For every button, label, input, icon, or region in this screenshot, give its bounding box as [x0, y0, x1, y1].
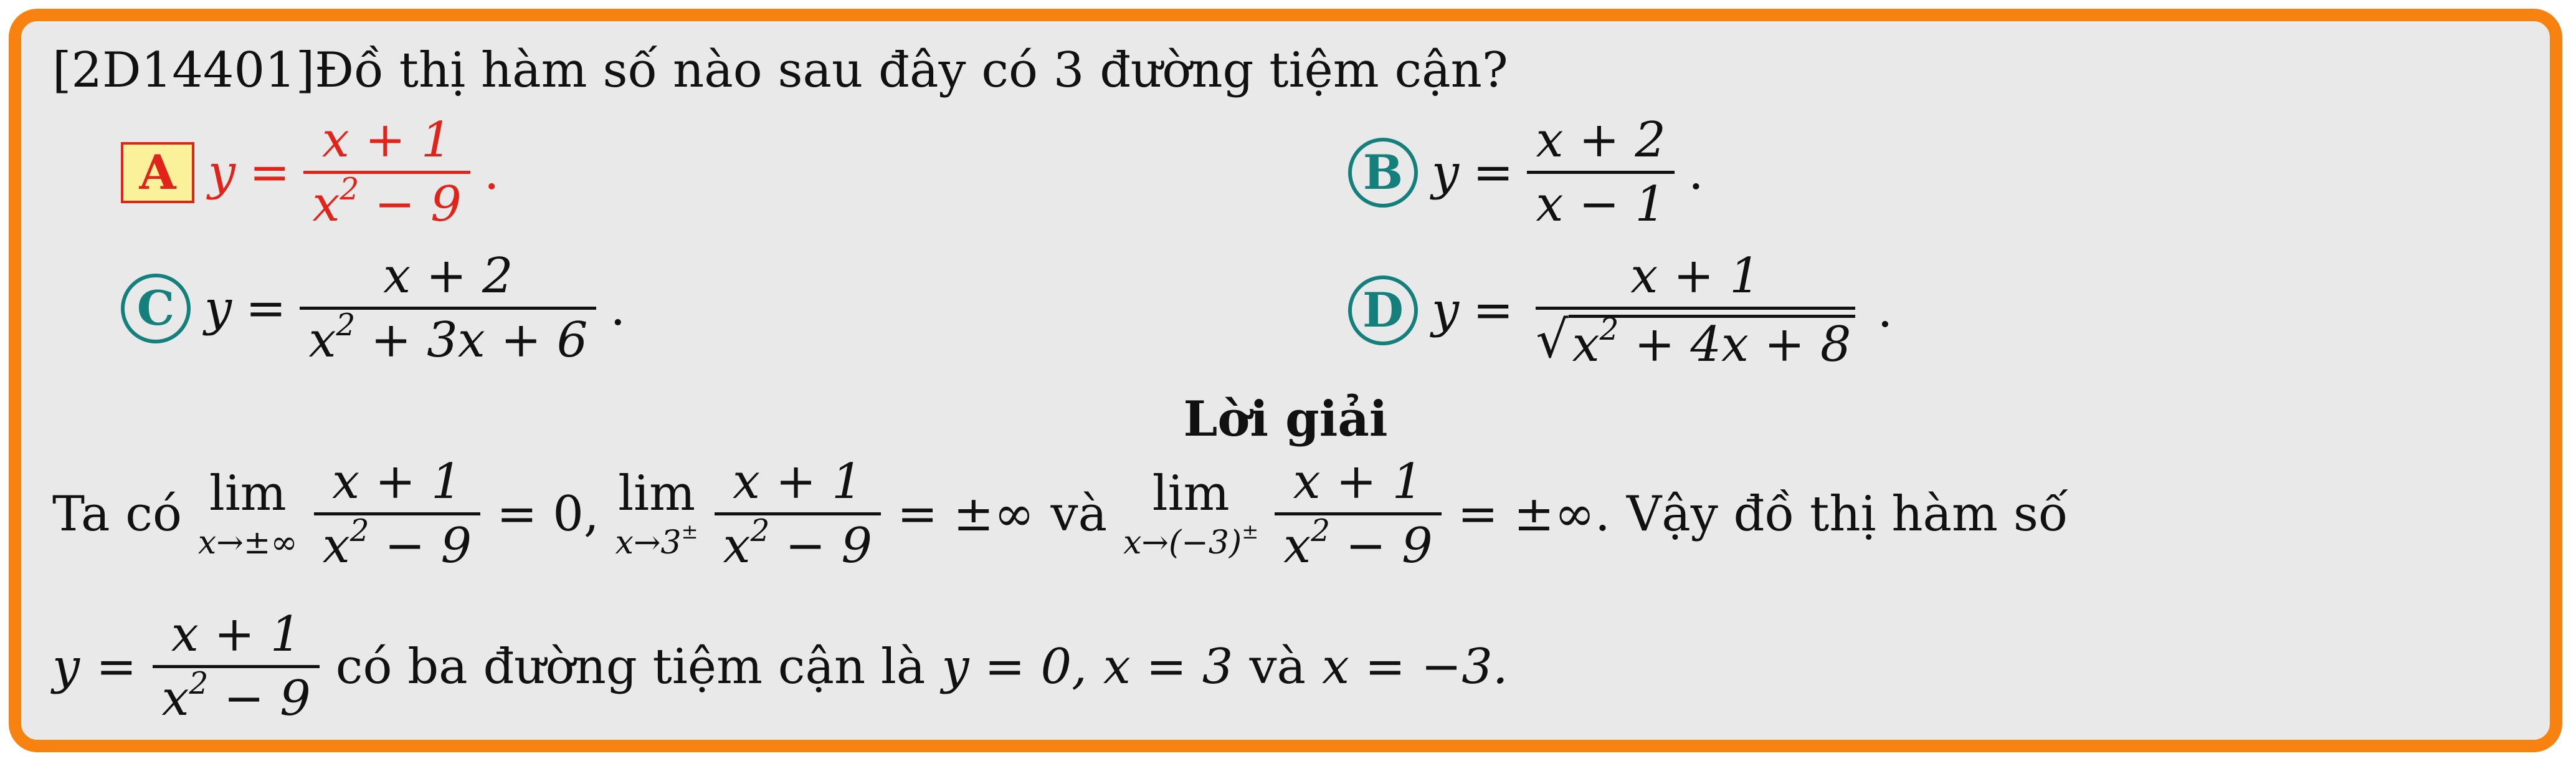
option-a-denominator: $x^2 - 9$ [303, 171, 470, 229]
option-b-numerator: x + 2 [1536, 112, 1666, 168]
question-text: Đồ thị hàm số nào sau đây có 3 đường tiệm cận? [315, 42, 1508, 98]
option-b-eq: = [1473, 144, 1514, 201]
option-a-fraction [303, 112, 470, 232]
option-b-badge[interactable]: B [1348, 138, 1418, 208]
option-d-y: y [1432, 282, 1460, 338]
question-code: [2D14401] [52, 42, 315, 98]
option-b-denominator: x − 1 [1527, 171, 1675, 229]
limit-3-fraction: $\frac{x + 1}{x^2 - 9}$ [1275, 457, 1441, 570]
limit-1-fraction: $\frac{x + 1}{x^2 - 9}$ [314, 457, 480, 570]
solution-heading: Lời giải [1183, 391, 1388, 448]
option-a-period: . [483, 144, 500, 201]
sqrt-symbol: √ [1536, 310, 1569, 370]
option-b[interactable] [1348, 112, 1704, 232]
line2-fraction: $\frac{x + 1}{x^2 - 9}$ [153, 610, 319, 723]
asymptote-1: y = 0, [941, 638, 1087, 695]
asymptote-3: x = −3. [1322, 638, 1508, 695]
limit-2-fraction: $\frac{x + 1}{x^2 - 9}$ [715, 457, 881, 570]
option-c[interactable] [121, 248, 626, 368]
option-c-denominator: $x^2 + 3x + 6$ [300, 307, 596, 365]
limit-3-result: = ±∞. [1457, 486, 1610, 542]
option-a[interactable] [121, 112, 500, 232]
option-d-fraction [1527, 248, 1863, 373]
option-a-y: y [208, 144, 236, 201]
option-b-y: y [1432, 144, 1460, 201]
option-c-badge[interactable]: C [121, 274, 191, 343]
option-c-y: y [204, 280, 232, 337]
option-d-badge[interactable]: D [1348, 275, 1418, 345]
option-b-fraction [1527, 112, 1675, 232]
limit-1-result: = 0, [497, 486, 599, 542]
limit-1: lim x→±∞ [197, 465, 298, 562]
solution-start: Ta có [52, 486, 182, 542]
and-word-1: và [1050, 486, 1108, 542]
question-line [52, 42, 1508, 98]
solution-line-2 [52, 606, 1508, 727]
option-c-fraction [300, 248, 596, 368]
solution-tail: Vậy đồ thị hàm số [1626, 486, 2068, 542]
asymptote-2: x = 3 [1103, 638, 1233, 695]
limit-2-result: = ±∞ [897, 486, 1035, 542]
option-b-period: . [1688, 144, 1704, 201]
option-d-numerator: x + 1 [1630, 248, 1761, 304]
option-a-eq: = [249, 144, 290, 201]
option-c-numerator: x + 2 [383, 248, 513, 304]
solution-line-1 [52, 454, 2068, 574]
option-d-denominator [1527, 307, 1863, 373]
option-d-radicand: $x^2 + 4x + 8$ [1569, 315, 1855, 369]
and-word-2: và [1249, 638, 1306, 695]
limit-2: lim x→3± [615, 465, 698, 562]
option-d-period: . [1877, 282, 1893, 338]
option-d[interactable] [1348, 248, 1893, 373]
line2-text: có ba đường tiệm cận là [335, 638, 926, 695]
option-a-badge[interactable]: A [121, 142, 194, 203]
limit-3: lim x→(−3)± [1123, 465, 1259, 562]
line2-y: y [52, 638, 80, 695]
line2-eq: = [96, 638, 137, 695]
option-c-eq: = [245, 280, 287, 337]
question-card [9, 9, 2562, 752]
option-a-numerator: x + 1 [321, 112, 452, 168]
option-d-eq: = [1473, 282, 1514, 338]
option-c-period: . [610, 280, 626, 337]
